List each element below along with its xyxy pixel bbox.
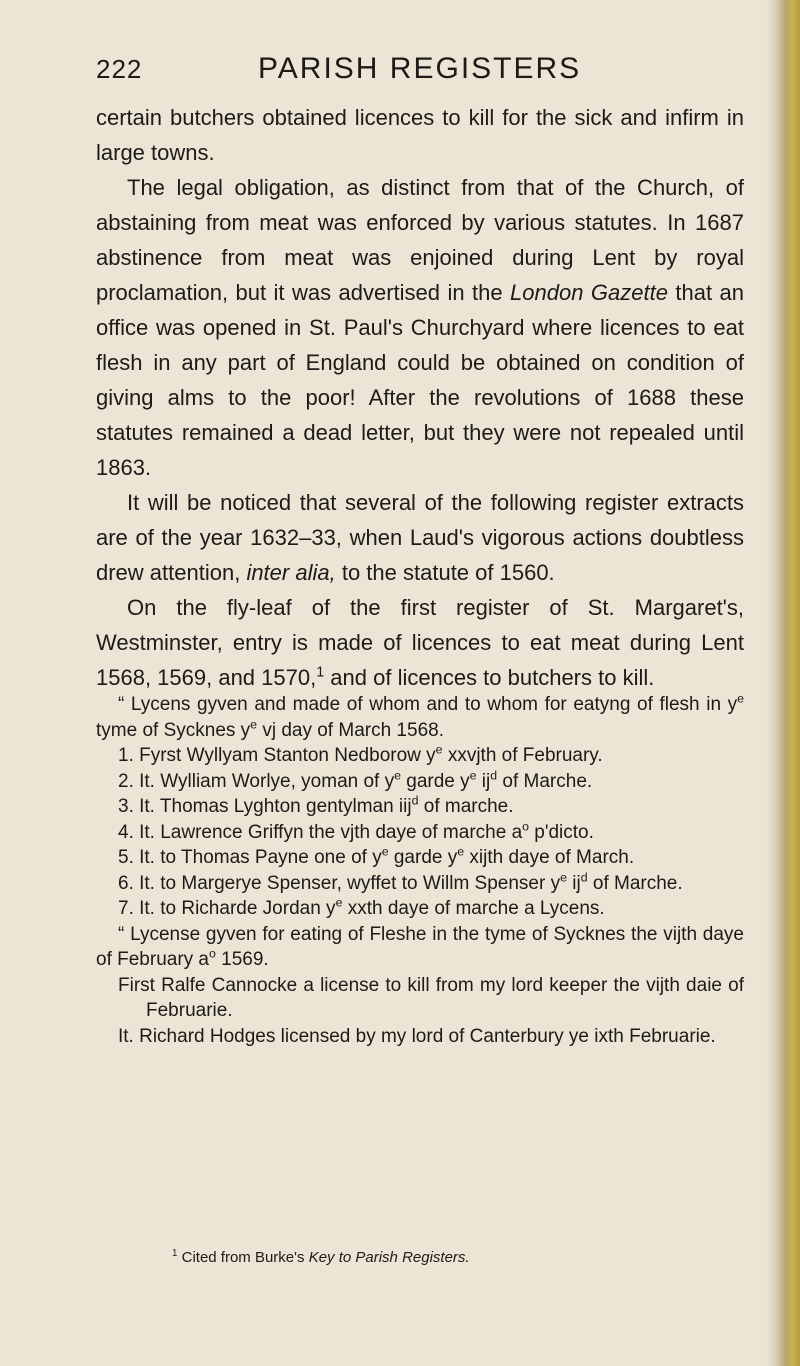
register-entry-cannocke: First Ralfe Cannocke a license to kill from my lord keeper the vijth daie of Februarie. <box>118 974 744 1021</box>
paragraph-2: The legal obligation, as distinct from that of the Church, of abstaining from meat was enforced by various statutes. In 1687 abstinence from meat was enjoined during Lent by royal proclamation, but it was advertised in the London Gazette that an office was opened in St. Paul's Churchyard where licences to eat flesh in any part of England could be obtained on condition of giving alms to the poor! After the revolutions of 1688 these statutes remained a dead letter, but they were not repealed until 1863. <box>96 175 744 480</box>
paragraph-1: certain butchers obtained licences to kill for the sick and infirm in large towns. <box>96 105 744 165</box>
page-number: 222 <box>96 54 143 84</box>
register-entry-2: 2. It. Wylliam Worlye, yoman of $y^e$ garde $y^e$ $ij^d$ of Marche. <box>118 768 593 792</box>
running-head: PARISH REGISTERS <box>258 52 582 85</box>
register-entry-4: 4. It. Lawrence Griffyn the vjth daye of marche $a^o$ p'dicto. <box>118 819 594 843</box>
register-entry-5: 5. It. to Thomas Payne one of $y^e$ garde $y^e$ xijth daye of March. <box>118 844 635 868</box>
register-entry-3: 3. It. Thomas Lyghton gentylman iij$^d$ of marche. <box>118 793 514 817</box>
register-entry-1: 1. Fyrst Wyllyam Stanton Nedborow $y^e$ xxvjth of February. <box>118 742 603 766</box>
quote-intro-1568: “ Lycens gyven and made of whom and to whom for eatyng of flesh in $y^e$ tyme of Sycknes $y^e$ vj day of March 1568. <box>96 691 744 741</box>
body-text <box>96 100 744 695</box>
register-entry-7: 7. It. to Richarde Jordan $y^e$ xxth daye of marche a Lycens. <box>118 895 605 919</box>
register-extract <box>96 692 744 1049</box>
footnote: $^1$ Cited from Burke's Key to Parish Registers. <box>172 1248 470 1266</box>
footnote-marker: 1 <box>172 1248 178 1259</box>
london-gazette-title: London Gazette <box>510 280 668 305</box>
quote-intro-1569: “ Lycense gyven for eating of Fleshe in the tyme of Sycknes the vijth daye of February $a^o$ 1569. <box>96 923 744 970</box>
register-entry-hodges: It. Richard Hodges licensed by my lord of Canterbury ye ixth Februarie. <box>118 1025 716 1047</box>
footnote-book-title: Key to Parish Registers. <box>308 1249 470 1266</box>
paragraph-3: It will be noticed that several of the following register extracts are of the year 1632–33, when Laud's vigorous actions doubtless drew attention, inter alia, to the statute of 1560. <box>96 490 744 585</box>
page-header <box>96 52 756 100</box>
footnote-ref: 1 <box>316 664 325 681</box>
register-entry-6: 6. It. to Margerye Spenser, wyffet to Willm Spenser $y^e$ $ij^d$ of Marche. <box>118 870 683 894</box>
paragraph-4: On the fly-leaf of the first register of St. Margaret's, Westminster, entry is made of licences to eat meat during Lent 1568, 1569, and 1570,$^1$ and of licences to butchers to kill. <box>96 595 744 690</box>
page-edge-binding <box>766 0 800 1366</box>
inter-alia: inter alia, <box>246 560 336 585</box>
